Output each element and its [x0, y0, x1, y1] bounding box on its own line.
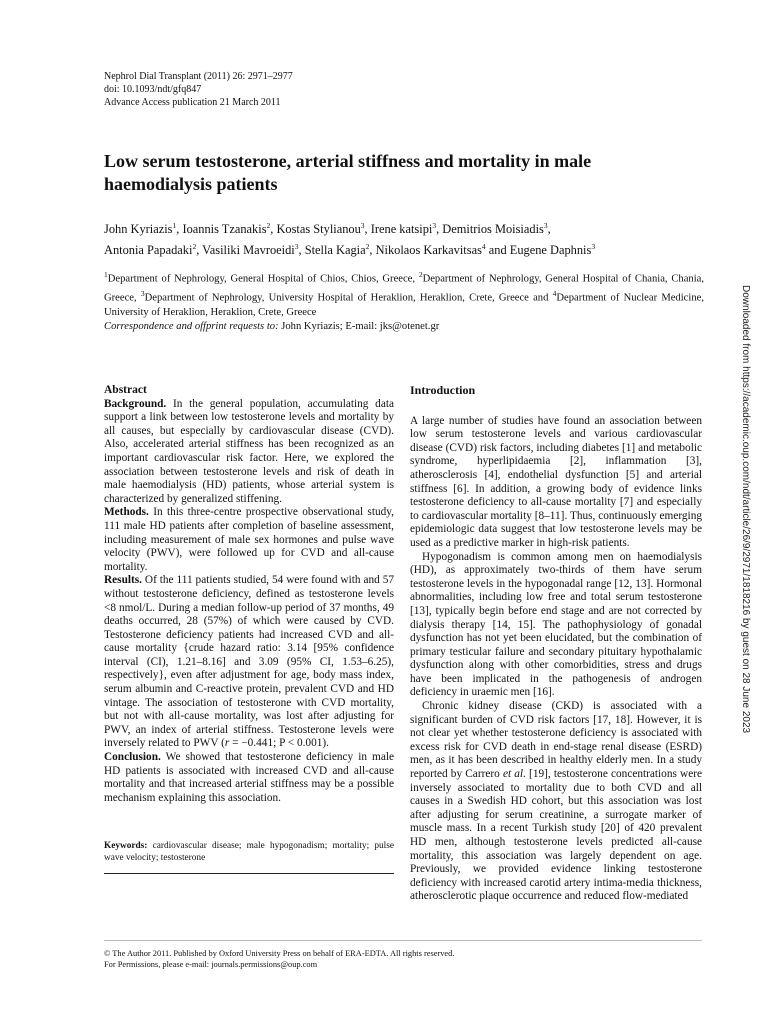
keywords	[104, 840, 394, 864]
correspondence-contact: John Kyriazis; E-mail: jks@otenet.gr	[278, 321, 440, 332]
article-title: Low serum testosterone, arterial stiffness and mortality in male haemodialysis patients	[104, 151, 592, 194]
correspondence-label: Correspondence and offprint requests to:	[104, 321, 279, 332]
download-watermark-text: Downloaded from https://academic.oup.com/ndt/article/26/9/2971/1818216 by guest on 28 June 2023	[740, 285, 751, 734]
affil-mark: 3	[140, 289, 145, 299]
author-affil-mark: 3	[360, 221, 365, 230]
affiliation: Department of Nephrology, University Hospital of Heraklion, Heraklion, Crete, Greece and	[144, 292, 553, 304]
affil-mark: 2	[418, 270, 423, 279]
author-affil-mark: 2	[365, 242, 370, 252]
author-affil-mark: 3	[432, 221, 437, 230]
introduction-heading: Introduction	[410, 383, 476, 397]
intro-paragraph-1: A large number of studies have found an association between low serum testosterone levels and various cardiovascular disease (CVD) risk factors, including diabetes [1] and metabolic syndrome, hyperlipidaemia [2], inflammation [3], atherosclerosis [4], endothelial dysfunction [5] and arterial stiffness [6]. In addition, a growing body of evidence links testosterone deficiency to all-cause mortality [7] and especially to cardiovascular mortality [8–11]. Thus, continuously emerging epidemiologic data suggest that low testosterone levels may be used as a predictive marker in high-risk patients.	[410, 414, 702, 549]
author-affil-mark: 3	[591, 242, 596, 252]
permissions-line: For Permissions, please e-mail: journals.permissions@oup.com	[104, 960, 318, 969]
abstract-heading: Abstract	[104, 384, 147, 396]
author-affil-mark: 2	[266, 221, 271, 230]
author-list: John Kyriazis$^1$, Ioannis Tzanakis$^2$, Kostas Stylianou$^3$, Irene katsipi$^3$, Demitrios Moisiadis$^3$, Antonia Papadaki$^2$, Vasiliki Mavroeidi$^3$, Stella Kagia$^2$, Nikolaos Karkavitsas$^4$ and Eugene Daphnis$^3$	[104, 221, 596, 258]
abstract	[104, 384, 394, 805]
author: Eugene Daphnis	[509, 243, 592, 258]
affil-mark: 1	[104, 270, 108, 279]
author-affil-mark: 1	[172, 221, 177, 230]
author: Irene katsipi	[370, 222, 433, 237]
correspondence	[104, 320, 704, 334]
abstract-conclusion-text: We showed that testosterone deficiency in male HD patients is associated with increased CVD and all-cause mortality and that increased arterial stiffness may be a possible mechanism explaining this association.	[104, 751, 394, 804]
correlation-symbol: r	[224, 737, 230, 750]
affil-mark: 4	[552, 289, 557, 299]
author: Kostas Stylianou	[276, 222, 361, 237]
advance-access-date: Advance Access publication 21 March 2011	[104, 97, 281, 108]
affiliation: Department of Nephrology, General Hospital of Chios, Chios, Greece,	[107, 273, 419, 285]
keywords-label: Keywords:	[104, 841, 148, 851]
et-al: et al.	[502, 768, 526, 781]
abstract-results-label: Results.	[104, 574, 142, 587]
intro-paragraph-3: Chronic kidney disease (CKD) is associated with a significant burden of CVD risk factors [17, 18]. However, it is not clear yet whether testosterone deficiency is associated with excess risk for CVD death in end-stage renal disease (ESRD) men, as it has been described in healthy elderly men. In a study reported by Carrero et al. [19], testosterone concentrations were inversely associated to mortality due to both CVD and all causes in a Swedish HD cohort, but this association was lost after adjusting for serum creatinine, a surrogate marker of muscle mass. In a recent Turkish study [20] of 420 prevalent HD men, although testosterone levels predicted all-cause mortality, this association was largely dependent on age. Previously, we provided evidence linking testosterone deficiency with increased carotid artery intima-media thickness, atherosclerotic plaque occurrence and reduced flow-mediated	[410, 700, 702, 903]
author: Nikolaos Karkavitsas	[375, 243, 482, 258]
footer-divider	[104, 940, 702, 941]
copyright-footer	[104, 948, 454, 970]
journal-citation: Nephrol Dial Transplant (2011) 26: 2971–2977	[104, 71, 293, 82]
abstract-methods-text: In this three-centre prospective observational study, 111 male HD patients after completion of baseline assessment, including measurement of male sex hormones and pulse wave velocity (PWV), were followed up for CVD and all-cause mortality.	[104, 506, 394, 573]
author-affil-mark: 3	[543, 221, 548, 230]
author: John Kyriazis	[104, 222, 173, 237]
introduction	[410, 384, 702, 904]
keywords-list: cardiovascular disease; male hypogonadism; mortality; pulse wave velocity; testosterone	[104, 841, 394, 863]
author-affil-mark: 2	[192, 242, 197, 252]
author: Ioannis Tzanakis	[182, 222, 267, 237]
abstract-conclusion-label: Conclusion.	[104, 751, 161, 764]
abstract-methods-label: Methods.	[104, 506, 149, 519]
author: Vasiliki Mavroeidi	[202, 243, 295, 258]
doi: doi: 10.1093/ndt/gfq847	[104, 84, 202, 95]
download-watermark	[738, 285, 758, 965]
author: Stella Kagia	[304, 243, 366, 258]
keywords-divider	[104, 873, 394, 874]
abstract-background-text: In the general population, accumulating data support a link between low testosterone levels and mortality by all causes, but especially by cardiovascular disease (CVD). Also, accelerated arterial stiffness has been recognized as an important cardiovascular risk factor. Here, we explored the association between testosterone levels and risk of death in male haemodialysis (HD) patients, whose arterial system is characterized by generalized stiffening.	[104, 397, 394, 505]
affiliation: Department of Nephrology, General Hospital of Chania, Chania, Greece,	[104, 273, 704, 304]
abstract-background-label: Background.	[104, 397, 167, 410]
affiliation: Department of Nuclear Medicine, University of Heraklion, Heraklion, Crete, Greece	[104, 292, 704, 319]
author-affil-mark: 4	[481, 242, 486, 252]
author-affil-mark: 3	[294, 242, 299, 252]
copyright-line: © The Author 2011. Published by Oxford University Press on behalf of ERA-EDTA. All rights reserved.	[104, 949, 455, 958]
author: Demitrios Moisiadis	[442, 222, 544, 237]
abstract-results-text-end: = −0.441; P < 0.001).	[229, 737, 329, 750]
author: Antonia Papadaki	[104, 243, 193, 258]
abstract-results-text: Of the 111 patients studied, 54 were found with and 57 without testosterone deficiency, defined as testosterone levels <8 nmol/L. During a median follow-up period of 37 months, 49 deaths occurred, 28 (57%) of which were caused by CVD. Testosterone deficiency patients had increased CVD and all-cause mortality {crude hazard ratio: 3.14 [95% confidence interval (CI), 1.21–8.16] and 3.09 (95% CI, 1.53–6.25), respectively}, even after adjustment for age, body mass index, serum albumin and C-reactive protein, prevalent CVD and HD vintage. The association of testosterone with CVD mortality, but not with all-cause mortality, was lost after adjusting for PWV, an index of arterial stiffness. Testosterone levels were inversely related to PWV (	[104, 574, 394, 750]
intro-paragraph-2: Hypogonadism is common among men on haemodialysis (HD), as approximately two-thirds of them have serum testosterone levels in the hypogonadal range [12, 13]. Hormonal abnormalities, including low free and total serum testosterone [13], typically begin before end stage and are not corrected by dialysis therapy [14, 15]. The pathophysiology of gonadal dysfunction has not yet been elucidated, but the combination of primary testicular failure and secondary pituitary hypothalamic dysfunction along with other comorbidities, stress and drugs have been implicated in the pathogenesis of androgen deficiency in uraemic men [16].	[410, 550, 702, 699]
journal-meta	[104, 70, 293, 109]
affiliations	[104, 268, 704, 321]
